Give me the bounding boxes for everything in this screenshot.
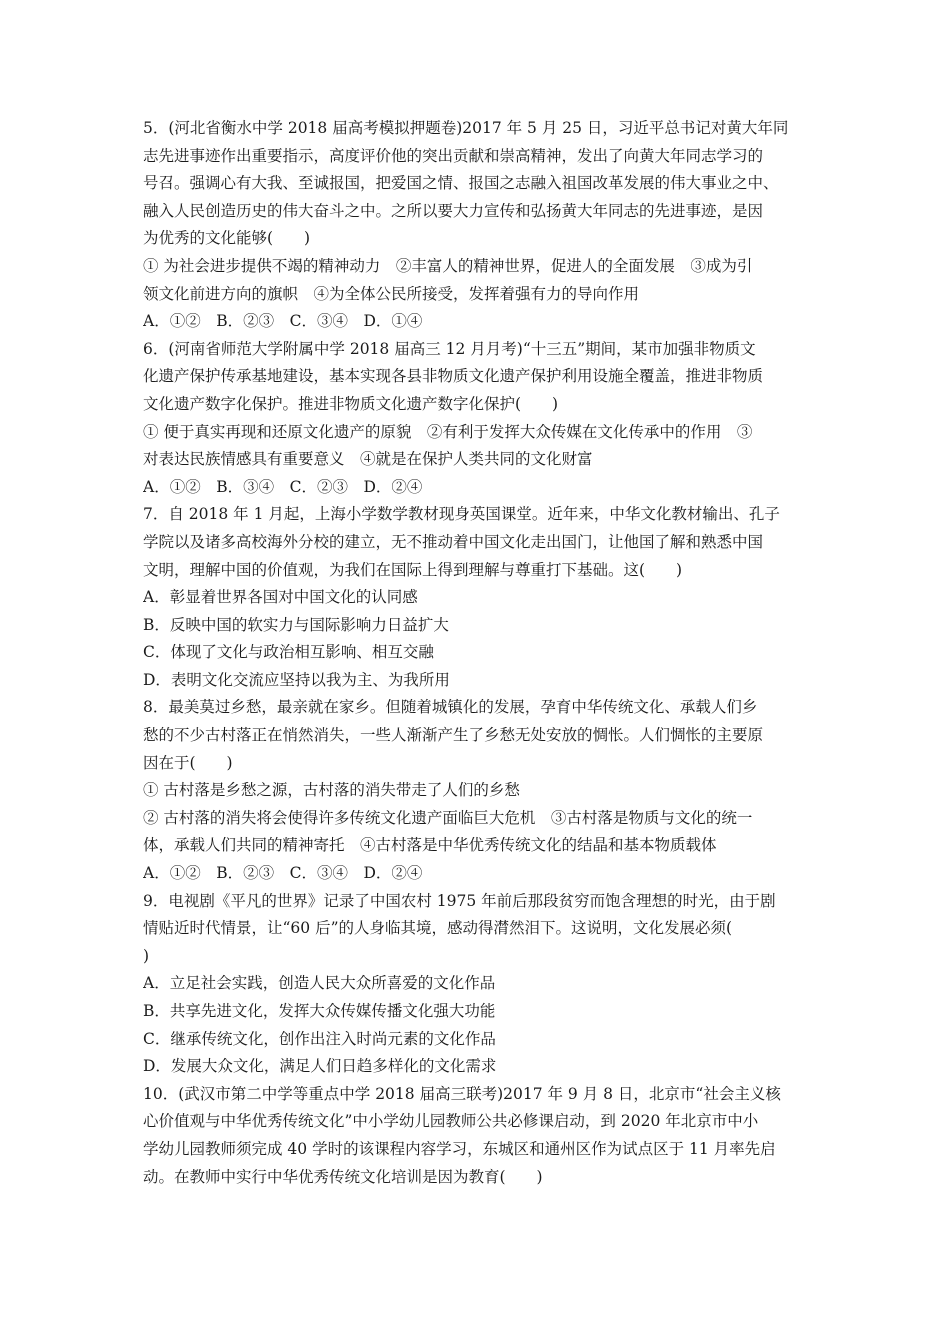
question-text-line: 为优秀的文化能够( ) bbox=[143, 229, 311, 248]
question-text-line: 愁的不少古村落正在悄然消失，一些人渐渐产生了乡愁无处安放的惆怅。人们惆怅的主要原 bbox=[143, 726, 764, 745]
question-text-line: 因在于( ) bbox=[143, 753, 233, 772]
question-text-line: 8．最美莫过乡愁，最亲就在家乡。但随着城镇化的发展，孕育中华传统文化、承载人们乡 bbox=[143, 698, 758, 717]
question-text-line: 文化遗产数字化保护。推进非物质文化遗产数字化保护( ) bbox=[143, 394, 559, 413]
question-text-line: 5．(河北省衡水中学 2018 届高考模拟押题卷)2017 年 5 月 25 日，习近平总书记对黄大年同 bbox=[143, 119, 789, 137]
question-9 bbox=[143, 888, 813, 1081]
question-7 bbox=[143, 501, 813, 694]
question-text-line: 动。在教师中实行中华优秀传统文化培训是因为教育( ) bbox=[143, 1167, 543, 1186]
option-c: C．继承传统文化，创作出注入时尚元素的文化作品 bbox=[143, 1029, 496, 1048]
statement-line: ① 便于真实再现和还原文化遗产的原貌 ②有利于发挥大众传媒在文化传承中的作用 ③ bbox=[143, 422, 753, 441]
statement-line: ② 古村落的消失将会使得许多传统文化遗产面临巨大危机 ③古村落是物质与文化的统一 bbox=[143, 808, 753, 827]
question-8 bbox=[143, 694, 813, 887]
question-5 bbox=[143, 115, 813, 336]
question-text-line: 文明，理解中国的价值观，为我们在国际上得到理解与尊重打下基础。这( ) bbox=[143, 560, 683, 579]
question-text-line: 10．(武汉市第二中学等重点中学 2018 届高三联考)2017 年 9 月 8 日，北京市“社会主义核 bbox=[143, 1084, 781, 1103]
statement-line: 领文化前进方向的旗帜 ④为全体公民所接受，发挥着强有力的导向作用 bbox=[143, 284, 640, 303]
question-text-line: 学幼儿园教师须完成 40 学时的该课程内容学习，东城区和通州区作为试点区于 11 月率先启 bbox=[143, 1139, 776, 1158]
option-a: A．彰显着世界各国对中国文化的认同感 bbox=[143, 588, 418, 607]
document-page bbox=[143, 115, 813, 1191]
option-d: D．发展大众文化，满足人们日趋多样化的文化需求 bbox=[143, 1057, 497, 1076]
answer-options: A．①② B．②③ C．③④ D．②④ bbox=[143, 864, 423, 883]
question-text-line: 9．电视剧《平凡的世界》记录了中国农村 1975 年前后那段贫穷而饱含理想的时光，由于剧 bbox=[143, 891, 776, 910]
statement-line: 对表达民族情感具有重要意义 ④就是在保护人类共同的文化财富 bbox=[143, 450, 593, 469]
question-text-line: 号召。强调心有大我、至诚报国，把爱国之情、报国之志融入祖国改革发展的伟大事业之中、 bbox=[143, 174, 779, 193]
statement-line: ① 为社会进步提供不竭的精神动力 ②丰富人的精神世界，促进人的全面发展 ③成为引 bbox=[143, 256, 753, 275]
option-b: B．共享先进文化，发挥大众传媒传播文化强大功能 bbox=[143, 1002, 496, 1020]
option-c: C．体现了文化与政治相互影响、相互交融 bbox=[143, 643, 434, 662]
answer-options: A．①② B．②③ C．③④ D．①④ bbox=[143, 312, 423, 331]
question-text-line: 心价值观与中华优秀传统文化”中小学幼儿园教师公共必修课启动，到 2020 年北京市中小 bbox=[143, 1112, 759, 1131]
answer-options: A．①② B．③④ C．②③ D．②④ bbox=[143, 477, 423, 496]
question-text-line: 6．(河南省师范大学附属中学 2018 届高三 12 月月考)“十三五”期间，某市加强非物质文 bbox=[143, 339, 756, 358]
question-text-line: 融入人民创造历史的伟大奋斗之中。之所以要大力宣传和弘扬黄大年同志的先进事迹，是因 bbox=[143, 201, 764, 220]
option-b: B．反映中国的软实力与国际影响力日益扩大 bbox=[143, 615, 449, 634]
statement-line: ① 古村落是乡愁之源，古村落的消失带走了人们的乡愁 bbox=[143, 781, 520, 800]
option-a: A．立足社会实践，创造人民大众所喜爱的文化作品 bbox=[143, 974, 496, 993]
question-text-line: 化遗产保护传承基地建设，基本实现各县非物质文化遗产保护利用设施全覆盖，推进非物质 bbox=[143, 367, 764, 386]
question-text-line: ) bbox=[143, 946, 150, 965]
statement-line: 体，承载人们共同的精神寄托 ④古村落是中华优秀传统文化的结晶和基本物质载体 bbox=[143, 836, 717, 855]
question-text-line: 情贴近时代情景，让“60 后”的人身临其境，感动得潸然泪下。这说明，文化发展必须( bbox=[143, 919, 733, 938]
option-d: D．表明文化交流应坚持以我为主、为我所用 bbox=[143, 670, 450, 689]
question-text-line: 7．自 2018 年 1 月起，上海小学数学教材现身英国课堂。近年来，中华文化教材输出、孔子 bbox=[143, 505, 780, 524]
question-text-line: 志先进事迹作出重要指示，高度评价他的突出贡献和崇高精神，发出了向黄大年同志学习的 bbox=[143, 146, 764, 165]
question-text-line: 学院以及诸多高校海外分校的建立，无不推动着中国文化走出国门，让他国了解和熟悉中国 bbox=[143, 532, 764, 551]
question-10 bbox=[143, 1081, 813, 1191]
question-6 bbox=[143, 336, 813, 502]
